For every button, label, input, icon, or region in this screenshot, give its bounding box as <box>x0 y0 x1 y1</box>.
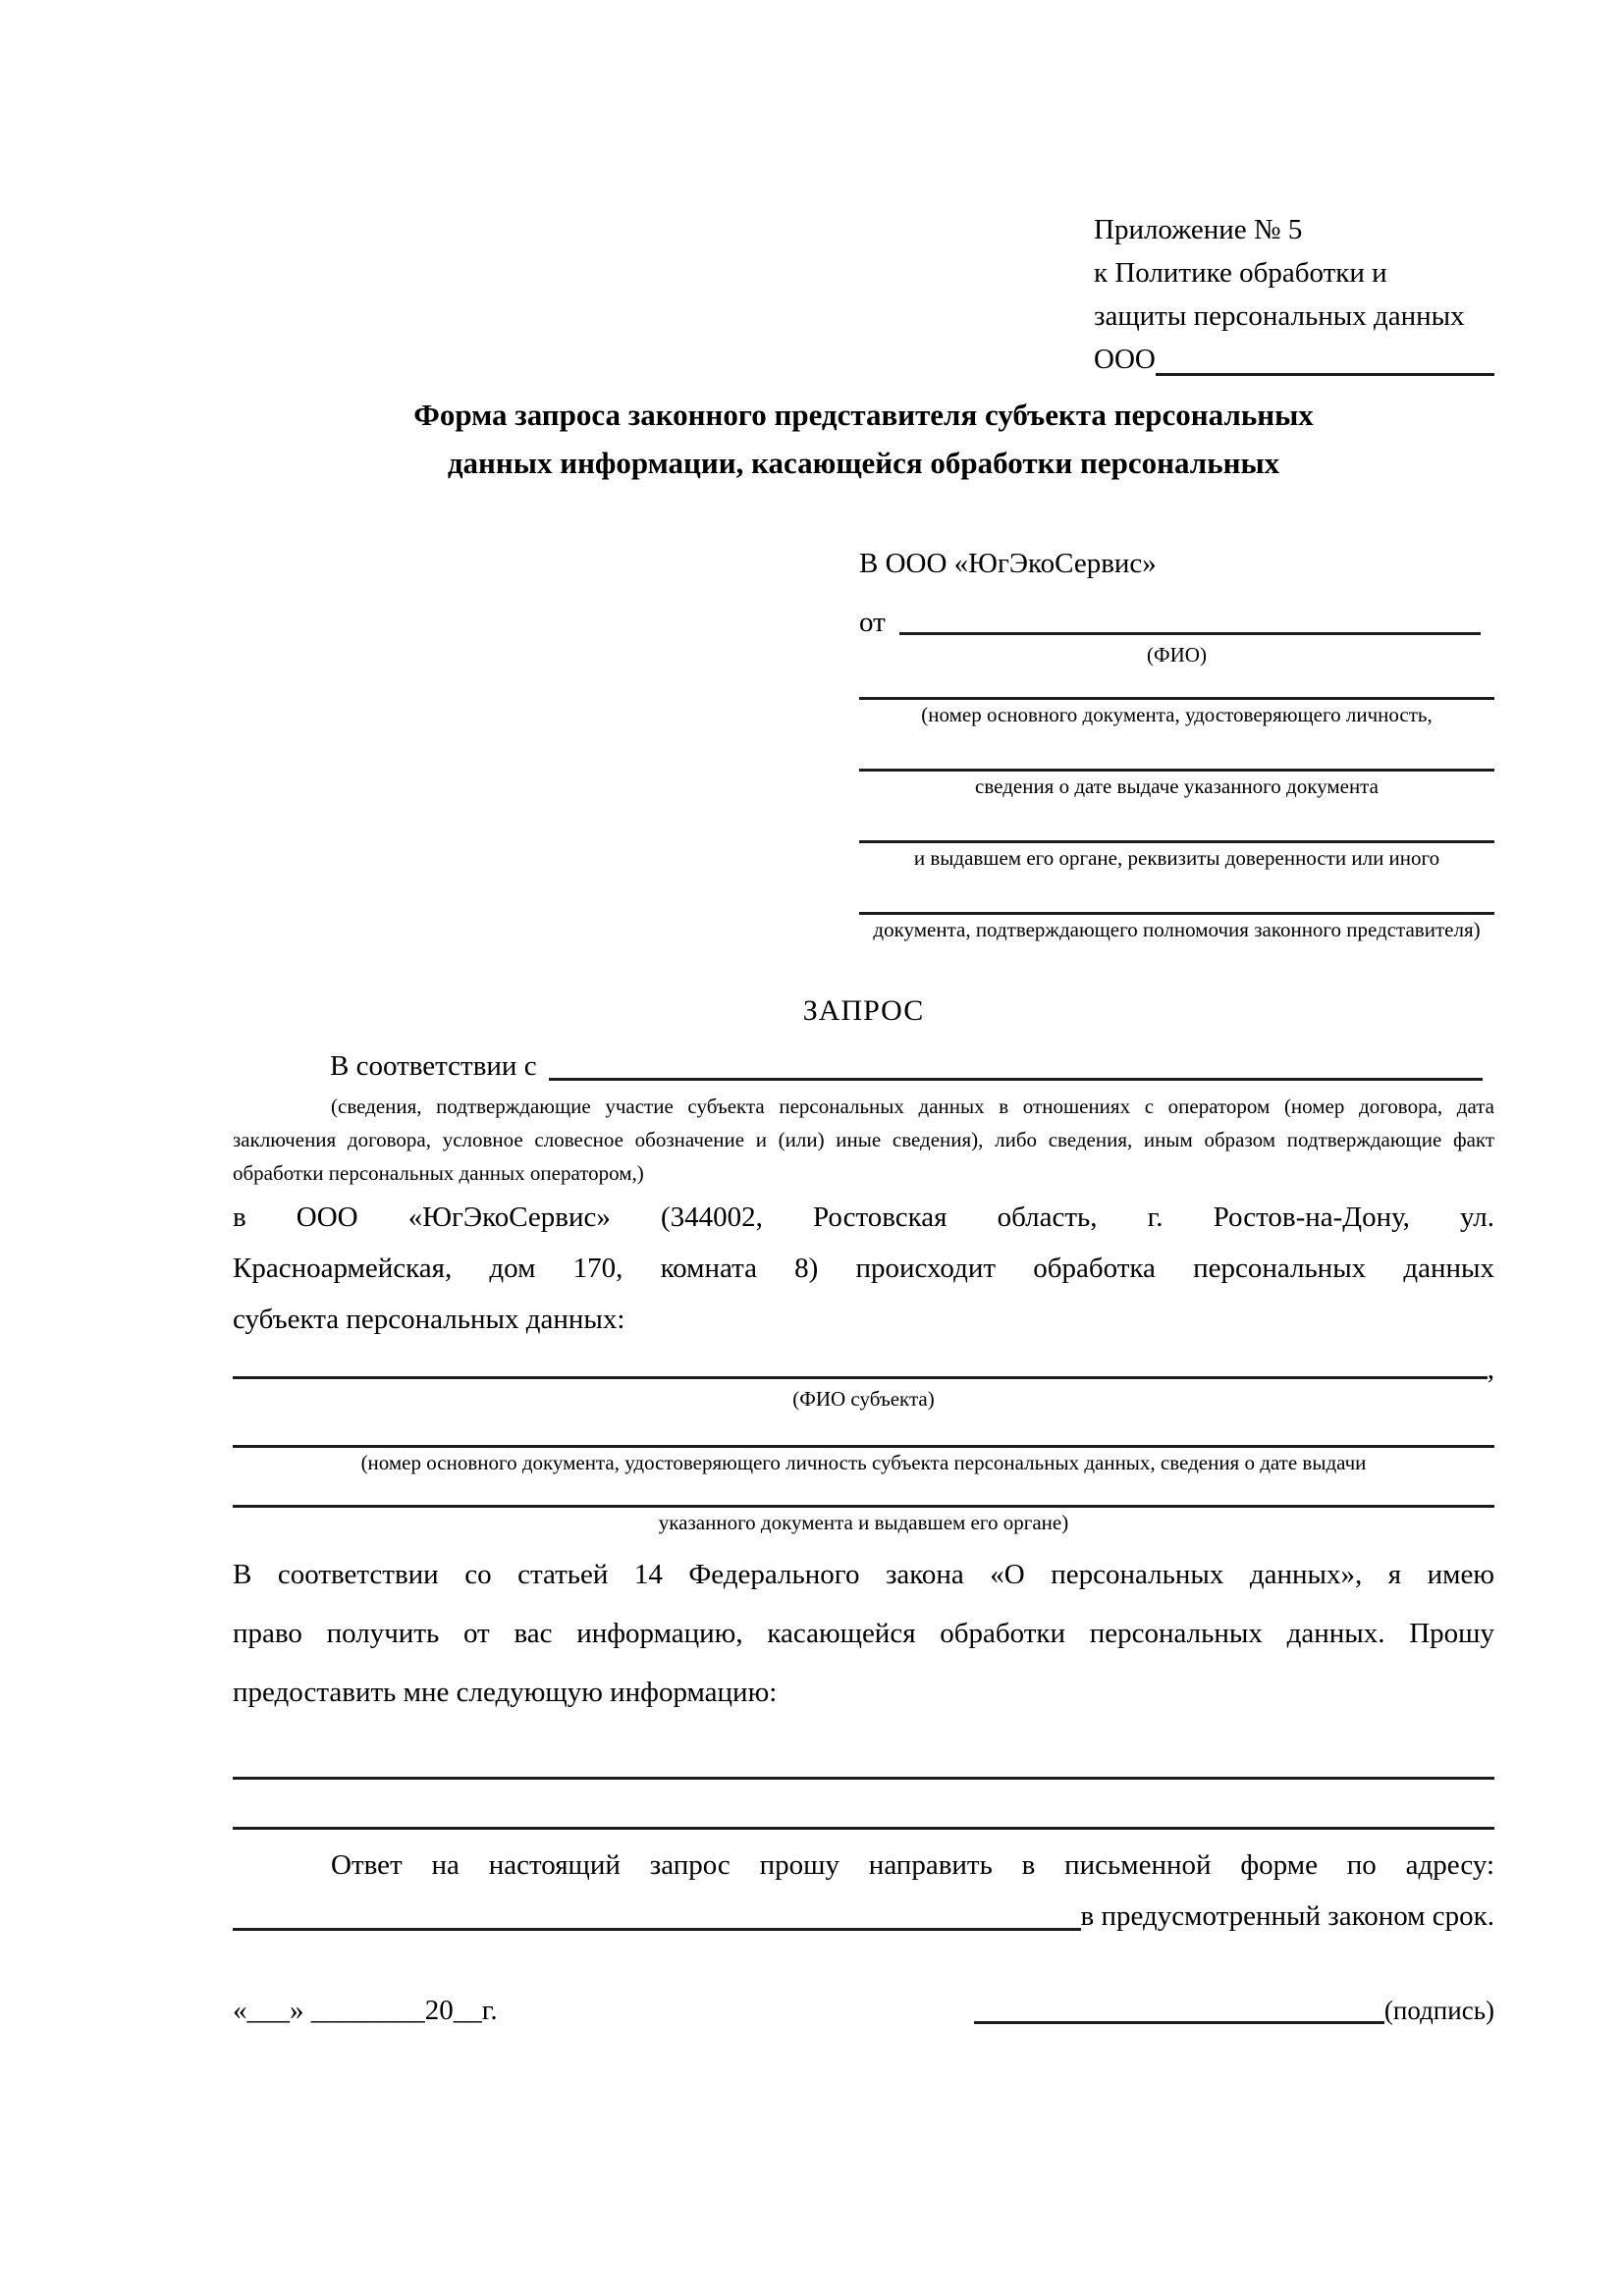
doc-blank-line-3 <box>859 840 1494 843</box>
reply-line-1: Ответ на настоящий запрос прошу направить в письменной форме по адресу: <box>331 1849 1494 1881</box>
doc-caption-3: и выдавшем его органе, реквизиты доверенности или иного <box>913 846 1440 870</box>
intro-caption-line-2: заключения договора, условное словесное обозначение и (или) иные сведения), либо сведения, иным образом подтверждающие факт <box>233 1128 1494 1151</box>
ooo-prefix: ООО <box>1094 344 1156 375</box>
from-blank-line <box>899 605 1481 635</box>
fio-caption: (ФИО) <box>1147 643 1207 667</box>
intro-row <box>233 1046 1494 1086</box>
from-prefix: от <box>859 607 886 638</box>
appendix-ooo-row <box>1094 338 1494 381</box>
appendix-line-2: к Политике обработки и <box>1094 257 1387 289</box>
addressee-to: В ООО «ЮгЭкоСервис» <box>859 548 1157 579</box>
subject-doc-caption-2: указанного документа и выдавшем его органе) <box>658 1511 1069 1534</box>
signature-group <box>974 1991 1494 2030</box>
signature-caption: (подпись) <box>1383 1996 1494 2025</box>
appendix-line-3: защиты персональных данных <box>1094 300 1465 332</box>
law-line-3: предоставить мне следующую информацию: <box>233 1677 778 1708</box>
subject-doc-blank-line-2 <box>233 1505 1494 1508</box>
ooo-blank-line <box>1156 338 1494 376</box>
signature-row <box>233 1991 1494 2030</box>
operator-line-1: в ООО «ЮгЭкоСервис» (344002, Ростовская область, г. Ростов-на-Дону, ул. <box>233 1201 1494 1233</box>
operator-line-3: субъекта персональных данных: <box>233 1304 625 1335</box>
intro-caption-paragraph <box>233 1090 1494 1190</box>
date-blank: «___» ________20__г. <box>233 1995 498 2026</box>
subject-blank-row <box>233 1355 1494 1384</box>
doc-caption-1: (номер основного документа, удостоверяющего личность, <box>921 703 1433 726</box>
doc-blank-line-1 <box>859 697 1494 700</box>
operator-line-2: Красноармейская, дом 170, комната 8) происходит обработка персональных данных <box>233 1253 1494 1284</box>
intro-caption-line-1: (сведения, подтверждающие участие субъекта персональных данных в отношениях с оператором (номер договора, дата <box>331 1095 1494 1118</box>
appendix-header <box>1094 208 1494 381</box>
document-title <box>233 391 1494 487</box>
intro-prefix: В соответствии с <box>330 1050 537 1082</box>
subject-comma: , <box>1487 1354 1494 1385</box>
subject-doc-blank-line-1 <box>233 1445 1494 1448</box>
doc-caption-4: документа, подтверждающего полномочия законного представителя) <box>873 918 1481 941</box>
addressee-from-row <box>859 605 1494 640</box>
doc-blank-line-2 <box>859 769 1494 772</box>
title-line-2: данных информации, касающейся обработки персональных <box>447 446 1280 480</box>
doc-blank-line-4 <box>859 912 1494 915</box>
law-line-1: В соответствии со статьей 14 Федерального закона «О персональных данных», я имею <box>233 1559 1494 1590</box>
request-heading: ЗАПРОС <box>802 994 925 1027</box>
answer-blank-line-2 <box>233 1827 1494 1830</box>
law-paragraph <box>233 1545 1494 1722</box>
subject-blank-line <box>233 1355 1488 1379</box>
signature-blank-line <box>974 2021 1384 2024</box>
addressee-block <box>859 546 1494 942</box>
intro-blank-line <box>549 1046 1483 1081</box>
reply-line-2 <box>233 1896 1494 1936</box>
law-line-2: право получить от вас информацию, касающейся обработки персональных данных. Прошу <box>233 1618 1494 1649</box>
operator-paragraph <box>233 1192 1494 1345</box>
doc-caption-2: сведения о дате выдаче указанного документа <box>975 774 1379 798</box>
answer-blank-line-1 <box>233 1777 1494 1780</box>
title-line-1: Форма запроса законного представителя субъекта персональных <box>413 398 1314 432</box>
subject-doc-caption-1: (номер основного документа, удостоверяющего личность субъекта персональных данных, сведения о дате выдачи <box>360 1451 1367 1474</box>
reply-suffix: в предусмотренный законом срок. <box>1080 1900 1494 1932</box>
intro-caption-line-3: обработки персональных данных оператором,) <box>233 1161 644 1185</box>
appendix-line-1: Приложение № 5 <box>1094 214 1303 245</box>
subject-fio-caption: (ФИО субъекта) <box>792 1387 935 1411</box>
reply-address-blank-line <box>233 1896 1081 1931</box>
